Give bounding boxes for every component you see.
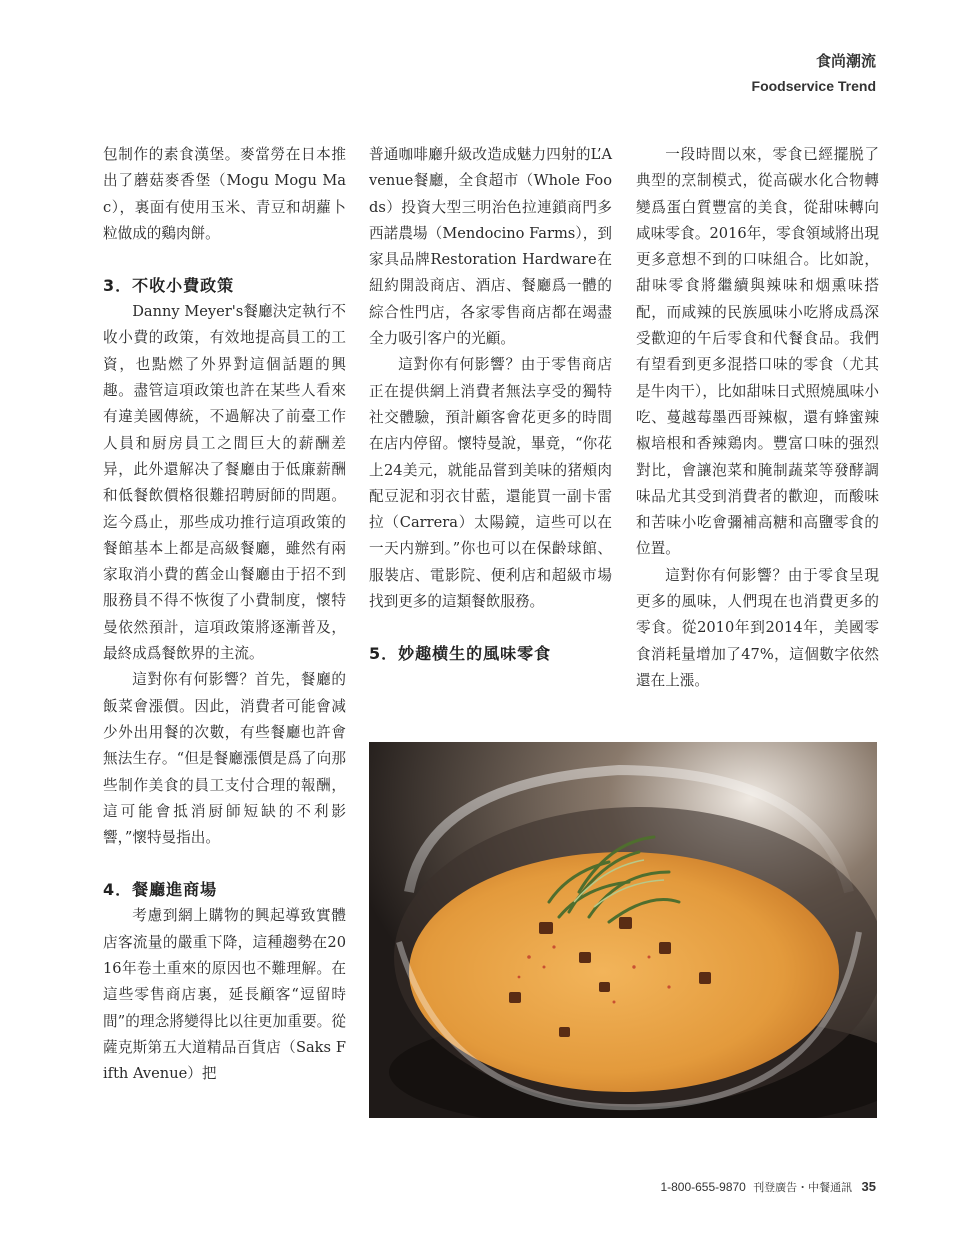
- page-number: 35: [861, 1179, 876, 1194]
- paragraph: Danny Meyer's餐廳決定執行不收小費的政策，有效地提高員工的工資，也點燃了外界對這個話題的興趣。盡管這項政策也許在某些人看來有違美國傳統，不過解决了前臺工作人員和厨房員工之間巨大的薪酬差异，此外還解决了餐廳由于低廉薪酬和低餐飲價格很難招聘厨師的問題。迄今爲止，那些成功推行這項政策的餐館基本上都是高級餐廳，雖然有兩家取消小費的舊金山餐廳由于招不到服務員不得不恢復了小費制度，懷特曼依然預計，這項政策將逐漸普及，最終成爲餐飲界的主流。: [103, 303, 346, 663]
- page-header: [752, 50, 876, 94]
- column-3: [636, 142, 879, 694]
- paragraph: 包制作的素食漢堡。麥當勞在日本推出了蘑菇麥香堡（Mogu Mogu Mac），裏面有使用玉米、青豆和胡蘿卜粒做成的鷄肉餅。: [103, 146, 346, 242]
- heading-restaurants-in-stores: 4．餐廳進商場: [103, 880, 218, 900]
- column-2: [369, 142, 612, 667]
- heading-flavored-snacks: 5．妙趣横生的風味零食: [369, 644, 552, 664]
- paragraph: 考慮到網上購物的興起導致實體店客流量的嚴重下降，這種趨勢在2016年卷土重來的原因也不難理解。在這些零售商店裏，延長顧客“逗留時間”的理念將變得比以往更加重要。從薩克斯第五大道精品百貨店（Saks Fifth Avenue）把: [103, 907, 346, 1083]
- column-1: [103, 142, 346, 1088]
- soup-bowl-image: [369, 742, 877, 1118]
- paragraph: 一段時間以來，零食已經擺脱了典型的烹制模式，從高碳水化合物轉變爲蛋白質豐富的美食，從甜味轉向咸味零食。2016年，零食領域將出現更多意想不到的口味組合。比如說，甜味零食將繼續與辣味和烟熏味搭配，而咸辣的民族風味小吃將成爲深受歡迎的午后零食和代餐食品。我們有望看到更多混搭口味的零食（尤其是牛肉干），比如甜味日式照燒風味小吃、蔓越莓墨西哥辣椒，還有蜂蜜辣椒培根和香辣鶏肉。豐富口味的强烈對比，會讓泡菜和腌制蔬菜等發酵調味品尤其受到消費者的歡迎，而酸味和苦味小吃會彌補高糖和高鹽零食的位置。: [636, 146, 879, 558]
- soup-photo: [369, 742, 877, 1118]
- page-footer: [660, 1179, 876, 1195]
- paragraph: 這對你有何影響？由于零食呈現更多的風味，人們現在也消費更多的零食。從2010年到2014年，美國零食消耗量增加了47%，這個數字依然還在上漲。: [636, 566, 879, 689]
- paragraph: 普通咖啡廳升級改造成魅力四射的L’Avenue餐廳，全食超市（Whole Foods）投資大型三明治色拉連鎖商門多西諾農場（Mendocino Farms），到家具品牌Restoration Hardware在紐約開設商店、酒店、餐廳爲一體的綜合性門店，各家零售商店都在竭盡全力吸引客户的光顧。: [369, 146, 612, 348]
- ad-phone: 1-800-655-9870: [660, 1180, 746, 1194]
- ad-label: 刊登廣告・中餐通訊: [753, 1181, 853, 1194]
- section-title-zh: 食尚潮流: [815, 52, 876, 70]
- section-title-en: Foodservice Trend: [751, 78, 876, 94]
- heading-no-tipping: 3．不收小費政策: [103, 276, 235, 296]
- paragraph: 這對你有何影響？由于零售商店正在提供網上消費者無法享受的獨特社交體驗，預計顧客會花更多的時間在店内停留。懷特曼說，畢竟，“你花上24美元，就能品嘗到美味的猪頰肉配豆泥和羽衣甘藍，還能買一副卡雷拉（Carrera）太陽鏡，這些可以在一天内辦到。”你也可以在保齡球館、服裝店、電影院、便利店和超級市場找到更多的這類餐飲服務。: [369, 356, 612, 611]
- paragraph: 這對你有何影響？首先，餐廳的飯菜會漲價。因此，消費者可能會减少外出用餐的次數，有些餐廳也許會無法生存。“但是餐廳漲價是爲了向那些制作美食的員工支付合理的報酬，這可能會抵消厨師短缺的不利影響，”懷特曼指出。: [103, 671, 346, 847]
